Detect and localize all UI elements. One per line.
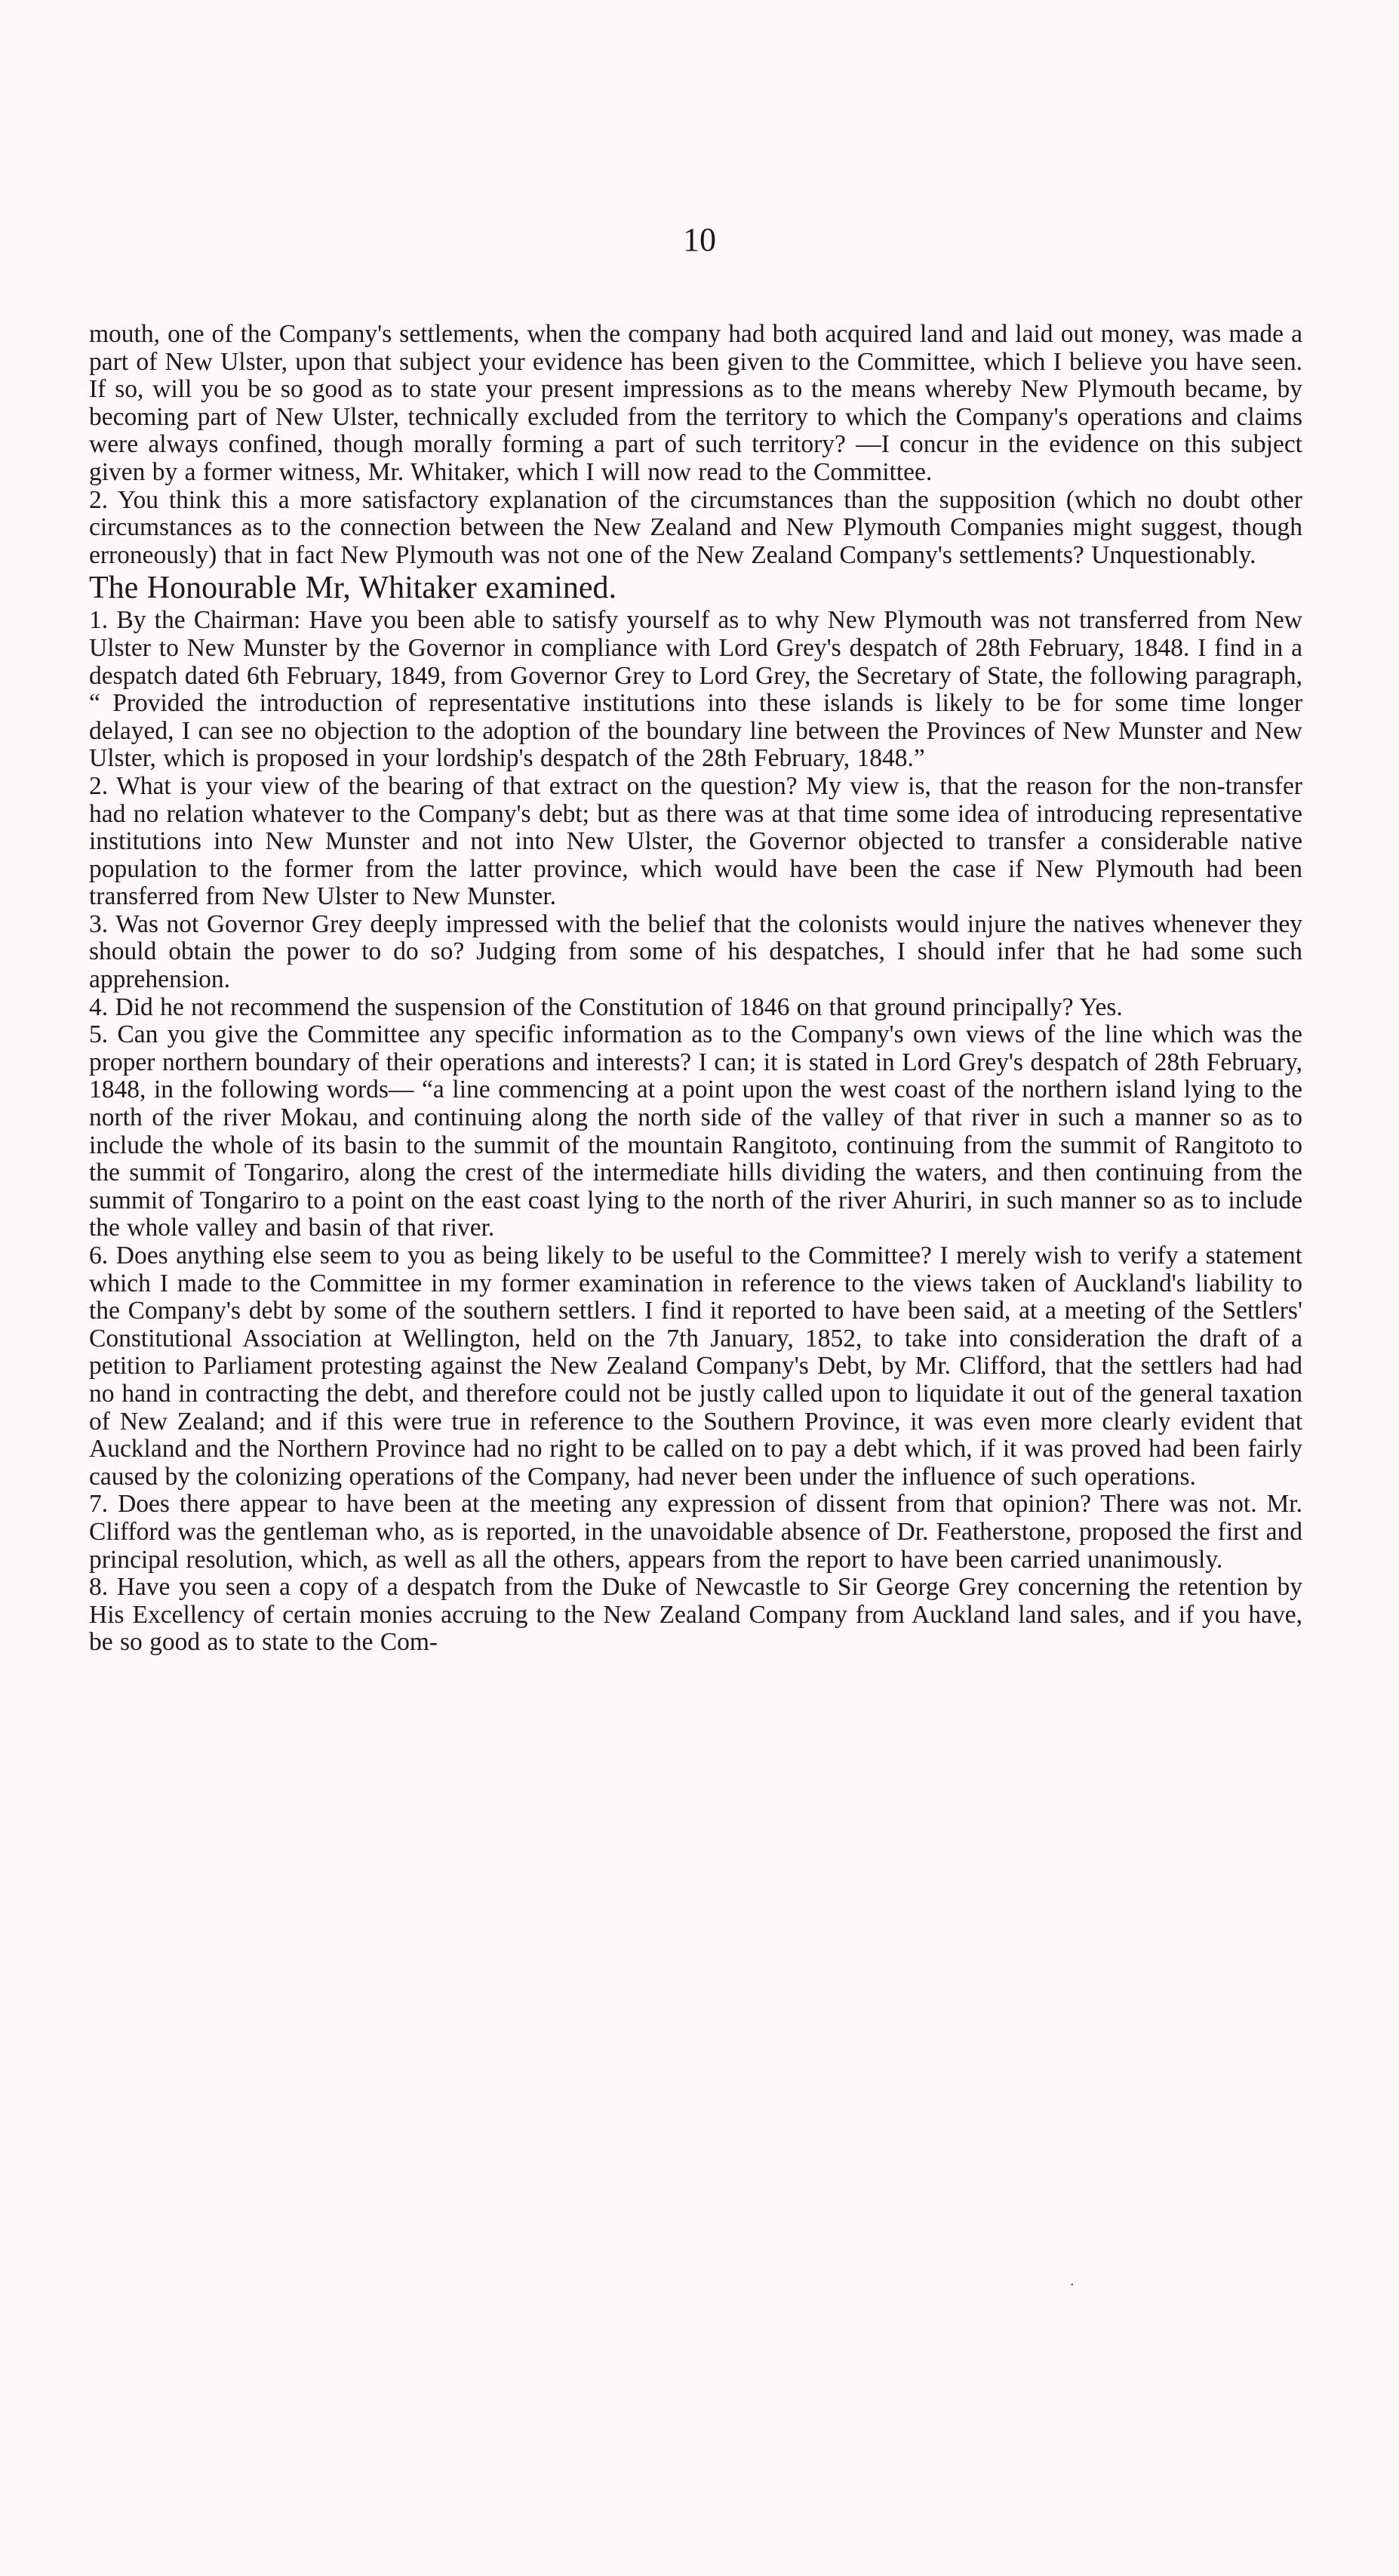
examination-question-5: 5. Can you give the Committee any specific information as to the Company's own views of the line which was the proper northern boundary of their operations and interests? I can; it is stated in Lord Grey's despatch of 28th February, 1848, in the following words— “a line commencing at a point upon the west coast of the northern island lying to the north of the river Mokau, and continuing along the north side of the valley of that river in such a manner so as to include the whole of its basin to the summit of the mountain Rangitoto, continuing from the summit of Rangitoto to the summit of Tongariro, along the crest of the intermediate hills dividing the waters, and then continuing from the summit of Tongariro to a point on the east coast lying to the north of the river Ahuriri, in such manner so as to include the whole valley and basin of that river. xyxy=(89,1020,1302,1242)
paragraph-continuation: mouth, one of the Company's settlements, when the company had both acquired land and laid out money, was made a part of New Ulster, upon that subject your evidence has been given to the Committee, which I believe you have seen. If so, will you be so good as to state your present impressions as to the means whereby New Plymouth became, by becoming part of New Ulster, technically excluded from the territory to which the Company's operations and claims were always confined, though morally forming a part of such territory? —I concur in the evidence on this subject given by a former witness, Mr. Whitaker, which I will now read to the Committee. xyxy=(89,320,1302,486)
examination-question-1: 1. By the Chairman: Have you been able to satisfy yourself as to why New Plymouth was not transferred from New Ulster to New Munster by the Governor in compliance with Lord Grey's despatch of 28th February, 1848. I find in a despatch dated 6th February, 1849, from Governor Grey to Lord Grey, the Secretary of State, the following paragraph, “ Provided the introduction of representative institutions into these islands is likely to be for some time longer delayed, I can see no objection to the adoption of the boundary line between the Provinces of New Munster and New Ulster, which is proposed in your lordship's despatch of the 28th February, 1848.” xyxy=(89,606,1302,773)
examination-question-7: 7. Does there appear to have been at the meeting any expression of dissent from that opinion? There was not. Mr. Clifford was the gentleman who, as is reported, in the unavoidable absence of Dr. Featherstone, proposed the first and principal resolution, which, as well as all the others, appears from the report to have been carried unanimously. xyxy=(89,1490,1302,1574)
examination-question-3: 3. Was not Governor Grey deeply impressed with the belief that the colonists would injure the natives whenever they should obtain the power to do so? Judging from some of his despatches, I should infer that he had some such apprehension. xyxy=(89,909,1302,994)
page-body xyxy=(89,321,1302,1657)
stray-mark: . xyxy=(1070,2270,1075,2289)
examination-question-6: 6. Does anything else seem to you as being likely to be useful to the Committee? I merely wish to verify a statement which I made to the Committee in my former examination in reference to the views taken of Auckland's liability to the Company's debt by some of the southern settlers. I find it reported to have been said, at a meeting of the Settlers' Constitutional Association at Wellington, held on the 7th January, 1852, to take into consideration the draft of a petition to Parliament protesting against the New Zealand Company's Debt, by Mr. Clifford, that the settlers had had no hand in contracting the debt, and therefore could not be justly called upon to liquidate it out of the general taxation of New Zealand; and if this were true in reference to the Southern Province, it was even more clearly evident that Auckland and the Northern Province had no right to be called on to pay a debt which, if it was proved had been fairly caused by the colonizing operations of the Company, had never been under the influence of such operations. xyxy=(89,1242,1302,1491)
paragraph-question-2: 2. You think this a more satisfactory explanation of the circumstances than the supposition (which no doubt other circumstances as to the connection between the New Zealand and New Plymouth Companies might suggest, though erroneously) that in fact New Plymouth was not one of the New Zealand Company's settlements? Unquestionably. xyxy=(89,485,1302,569)
examination-question-2: 2. What is your view of the bearing of that extract on the question? My view is, that the reason for the non-transfer had no relation whatever to the Company's debt; but as there was at that time some idea of introducing representative institutions into New Munster and not into New Ulster, the Governor objected to transfer a considerable native population to the former from the latter province, which would have been the case if New Plymouth had been transferred from New Ulster to New Munster. xyxy=(89,771,1302,911)
section-heading: The Honourable Mr, Whitaker examined. xyxy=(89,571,616,606)
examination-question-8: 8. Have you seen a copy of a despatch from the Duke of Newcastle to Sir George Grey concerning the retention by His Excellency of certain monies accruing to the New Zealand Company from Auckland land sales, and if you have, be so good as to state to the Com- xyxy=(89,1573,1302,1657)
examination-question-4: 4. Did he not recommend the suspension of the Constitution of 1846 on that ground principally? Yes. xyxy=(89,993,1123,1021)
page-number: 10 xyxy=(683,221,716,258)
